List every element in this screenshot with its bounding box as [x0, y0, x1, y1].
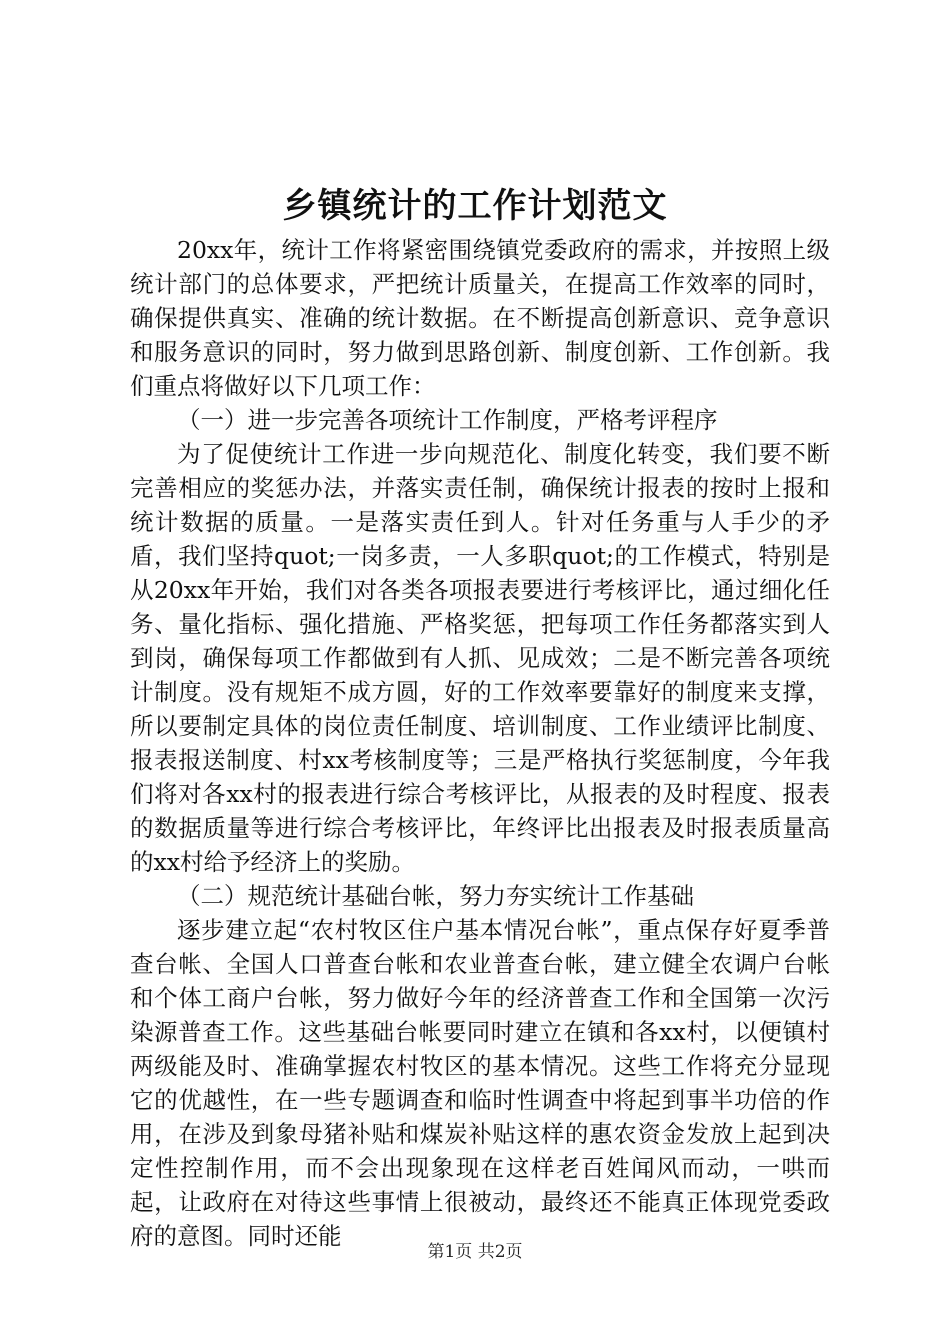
- intro-paragraph: 20xx年，统计工作将紧密围绕镇党委政府的需求，并按照上级统计部门的总体要求，严把统计质量关，在提高工作效率的同时，确保提供真实、准确的统计数据。在不断提高创新意识、竞争意识和服务意识的同时，努力做到思路创新、制度创新、工作创新。我们重点将做好以下几项工作：: [130, 236, 830, 400]
- page-number-footer: 第1页 共2页: [427, 1242, 523, 1262]
- section-heading-2: （二）规范统计基础台帐，努力夯实统计工作基础: [177, 882, 694, 910]
- document-body: [130, 233, 830, 1253]
- section-heading-1: （一）进一步完善各项统计工作制度，严格考评程序: [177, 406, 718, 434]
- document-title: 乡镇统计的工作计划范文: [282, 186, 668, 226]
- section-2-paragraph: 逐步建立起“农村牧区住户基本情况台帐”，重点保存好夏季普查台帐、全国人口普查台帐和农业普查台帐，建立健全农调户台帐和个体工商户台帐，努力做好今年的经济普查工作和全国第一次污染源普查工作。这些基础台帐要同时建立在镇和各xx村，以便镇村两级能及时、准确掌握农村牧区的基本情况。这些工作将充分显现它的优越性，在一些专题调查和临时性调查中将起到事半功倍的作用，在涉及到象母猪补贴和煤炭补贴这样的惠农资金发放上起到决定性控制作用，而不会出现象现在这样老百姓闻风而动，一哄而起，让政府在对待这些事情上很被动，最终还不能真正体现党委政府的意图。同时还能: [130, 916, 830, 1250]
- section-1-paragraph: 为了促使统计工作进一步向规范化、制度化转变，我们要不断完善相应的奖惩办法，并落实责任制，确保统计报表的按时上报和统计数据的质量。一是落实责任到人。针对任务重与人手少的矛盾，我们坚持quot;一岗多责，一人多职quot;的工作模式，特别是从20xx年开始，我们对各类各项报表要进行考核评比，通过细化任务、量化指标、强化措施、严格奖惩，把每项工作任务都落实到人到岗，确保每项工作都做到有人抓、见成效；二是不断完善各项统计制度。没有规矩不成方圆，好的工作效率要靠好的制度来支撑，所以要制定具体的岗位责任制度、培训制度、工作业绩评比制度、报表报送制度、村xx考核制度等；三是严格执行奖惩制度，今年我们将对各xx村的报表进行综合考核评比，从报表的及时程度、报表的数据质量等进行综合考核评比，年终评比出报表及时报表质量高的xx村给予经济上的奖励。: [130, 440, 830, 876]
